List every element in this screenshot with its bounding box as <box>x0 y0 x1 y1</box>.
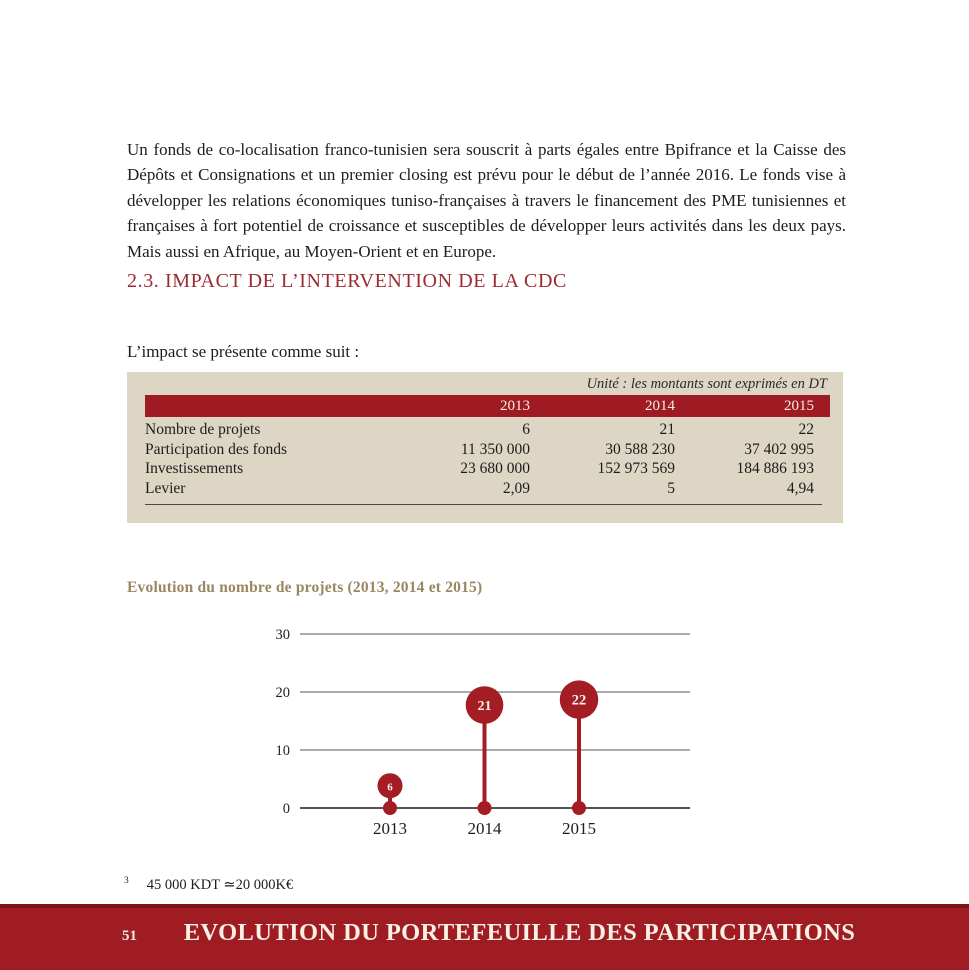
table-header-2014: 2014 <box>645 398 675 414</box>
footnote-text: 45 000 KDT ≃20 000K€ <box>146 876 294 893</box>
y-tick-label: 10 <box>275 743 290 759</box>
table-row-label: Participation des fonds <box>145 440 288 458</box>
table-header-2013: 2013 <box>500 398 530 414</box>
footer-chapter-title: EVOLUTION DU PORTEFEUILLE DES PARTICIPATIONS <box>183 919 856 946</box>
table-cell: 5 <box>667 479 675 497</box>
table-cell: 23 680 000 <box>460 460 530 477</box>
lead-sentence: L’impact se présente comme suit : <box>127 342 360 361</box>
footnote <box>124 876 293 894</box>
footer-band <box>0 904 969 970</box>
y-tick-label: 20 <box>275 685 290 701</box>
table-row-label: Levier <box>145 479 186 497</box>
value-label: 6 <box>387 781 393 794</box>
table-cell: 4,94 <box>786 479 814 497</box>
y-tick-label: 0 <box>282 801 290 817</box>
value-label: 21 <box>477 698 492 715</box>
table-cell: 6 <box>522 421 530 438</box>
impact-table-panel <box>127 372 843 523</box>
chart-title: Evolution du nombre de projets (2013, 2014 et 2015) <box>127 579 483 596</box>
baseline-dot <box>383 801 397 815</box>
table-cell: 2,09 <box>502 479 530 497</box>
table-unit-note: Unité : les montants sont exprimés en DT <box>586 376 827 392</box>
table-cell: 21 <box>659 421 675 438</box>
table-row-label: Nombre de projets <box>145 421 261 438</box>
section-heading: 2.3. IMPACT DE L’INTERVENTION DE LA CDC <box>127 270 567 292</box>
table-header-2015: 2015 <box>784 398 814 414</box>
table-cell: 37 402 995 <box>744 440 814 458</box>
x-category-label: 2014 <box>467 819 502 838</box>
table-cell: 11 350 000 <box>460 440 530 458</box>
footer-page-number: 51 <box>122 928 137 944</box>
chart-canvas <box>260 612 710 852</box>
projects-lollipop-chart <box>260 612 710 852</box>
intro-paragraph: Un fonds de co-localisation franco-tunisien sera souscrit à parts égales entre Bpifrance et la Caisse des Dépôts et Consignations et un premier closing est prévu pour le début de l’année 2016. Le fonds vise à développer les relations économiques tuniso-françaises à travers le financement des PME tunisiennes et françaises à fort potentiel de croissance et susceptibles de développer leurs activités dans les deux pays. Mais aussi en Afrique, au Moyen-Orient et en Europe. <box>127 140 846 261</box>
baseline-dot <box>572 801 586 815</box>
table-row-label: Investissements <box>145 460 244 477</box>
table-cell: 30 588 230 <box>605 440 675 458</box>
y-tick-label: 30 <box>275 627 290 643</box>
x-category-label: 2015 <box>562 819 596 838</box>
table-body <box>145 422 830 497</box>
x-category-label: 2013 <box>373 819 407 838</box>
table-cell: 22 <box>798 421 814 438</box>
table-cell: 184 886 193 <box>736 460 814 477</box>
value-label: 22 <box>571 692 587 709</box>
table-bottom-rule <box>145 504 822 505</box>
footnote-marker: 3 <box>124 876 129 886</box>
table-header-row <box>145 395 830 417</box>
table-cell: 152 973 569 <box>597 460 675 477</box>
baseline-dot <box>478 801 492 815</box>
